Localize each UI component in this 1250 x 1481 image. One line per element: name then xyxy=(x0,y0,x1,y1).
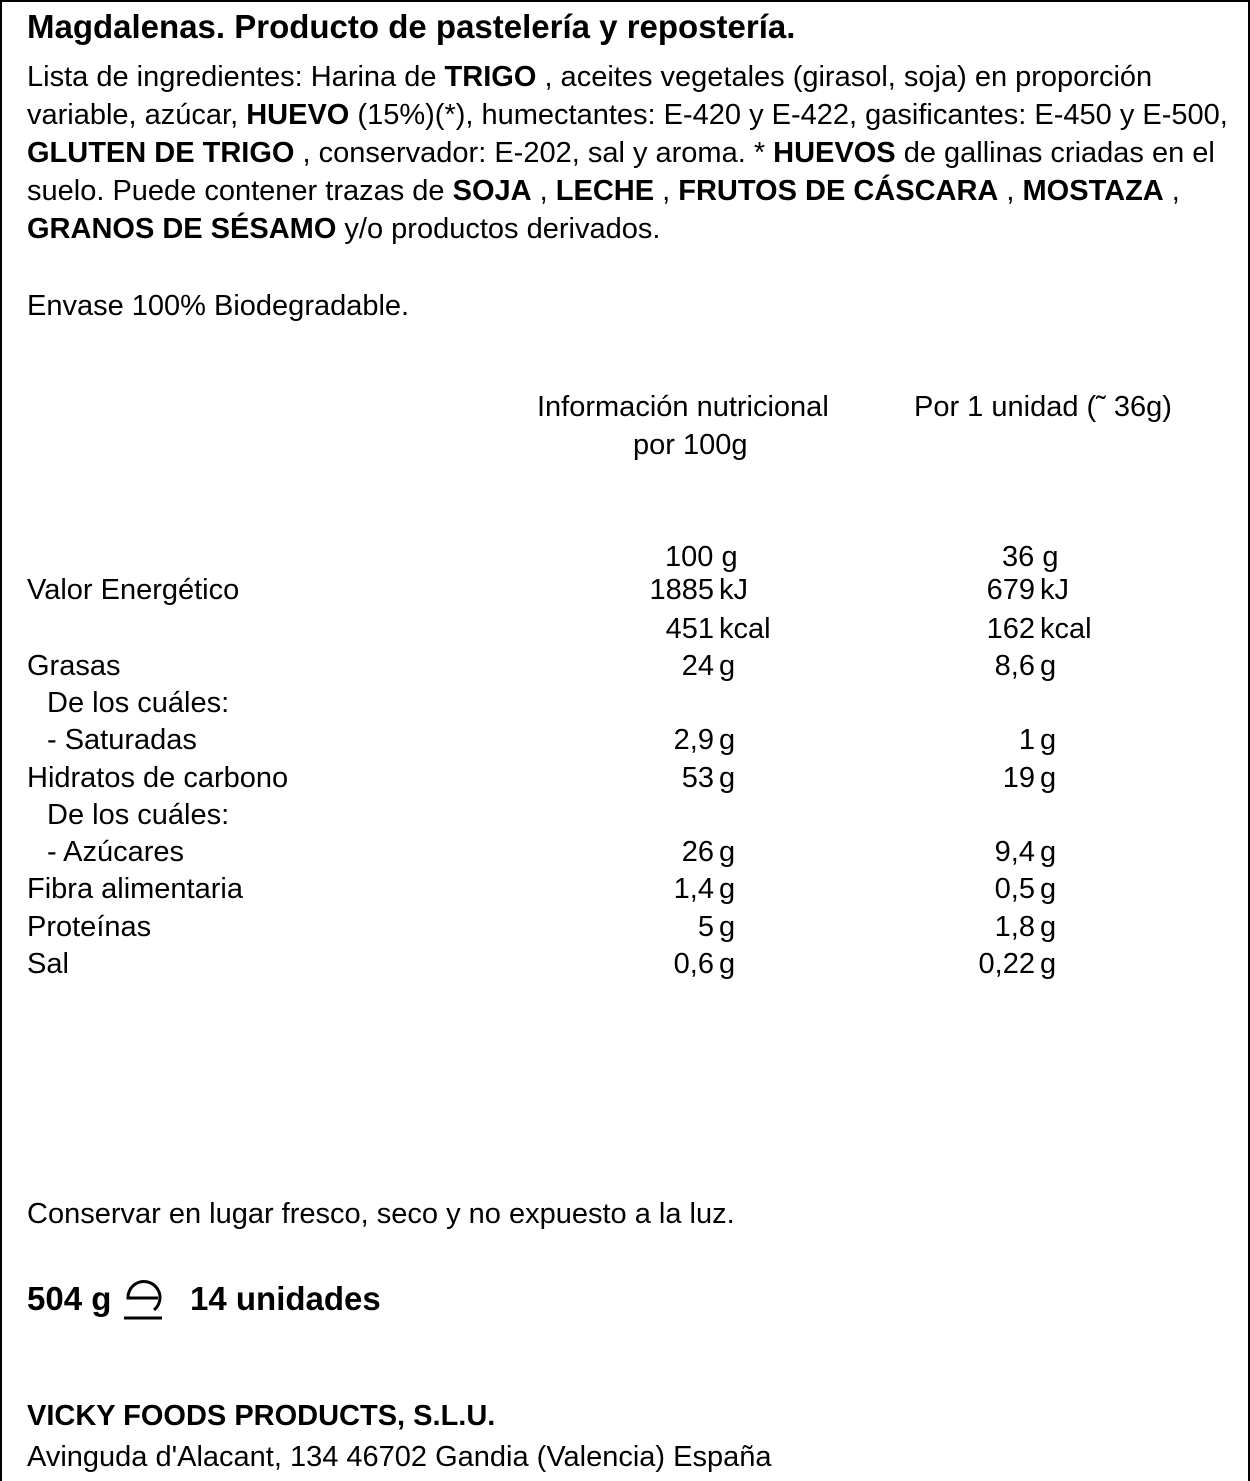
unit-per-unit: kcal xyxy=(1040,613,1092,645)
value-per-unit: 162 xyxy=(986,613,1035,645)
nutrition-base-100g: 100 g xyxy=(665,541,738,573)
value-per-100g: 5 xyxy=(697,911,714,943)
ingredient-text: , conservador: E-202, sal y aroma. * xyxy=(294,137,774,169)
value-per-100g: 0,6 xyxy=(673,948,714,980)
nutrient-label: Sal xyxy=(27,948,69,980)
unit-per-unit: g xyxy=(1040,650,1057,682)
value-per-unit: 19 xyxy=(1002,762,1035,794)
ingredient-text: , xyxy=(998,175,1023,207)
value-per-100g: 24 xyxy=(681,650,714,682)
ingredients-list xyxy=(27,58,1232,248)
nutrient-label: Proteínas xyxy=(27,911,152,943)
value-per-100g: 451 xyxy=(665,613,714,645)
allergen-text: HUEVOS xyxy=(773,137,896,169)
units-count: 14 unidades xyxy=(190,1280,381,1317)
ingredient-text: , xyxy=(531,175,556,207)
value-per-unit: 1 xyxy=(1018,724,1035,756)
value-per-100g: 53 xyxy=(681,762,714,794)
unit-per-unit: g xyxy=(1040,911,1057,943)
nutrient-label: Fibra alimentaria xyxy=(27,873,243,905)
allergen-text: TRIGO xyxy=(444,61,537,93)
unit-per-100g: g xyxy=(719,873,736,905)
allergen-text: FRUTOS DE CÁSCARA xyxy=(678,175,999,207)
net-weight: 504 g xyxy=(27,1280,112,1317)
allergen-text: MOSTAZA xyxy=(1022,175,1164,207)
nutrient-label: De los cuáles: xyxy=(47,687,230,719)
company-address: Avinguda d'Alacant, 134 46702 Gandia (Valencia) España xyxy=(27,1441,772,1473)
nutrition-header-unit: Por 1 unidad (˜ 36g) xyxy=(914,391,1172,423)
allergen-text: SOJA xyxy=(452,175,532,207)
unit-per-unit: g xyxy=(1040,836,1057,868)
nutrient-label: Hidratos de carbono xyxy=(27,762,289,794)
value-per-unit: 0,5 xyxy=(994,873,1035,905)
value-per-unit: 1,8 xyxy=(994,911,1035,943)
nutrient-label: - Saturadas xyxy=(47,724,197,756)
unit-per-100g: g xyxy=(719,650,736,682)
unit-per-unit: g xyxy=(1040,948,1057,980)
estimated-sign-icon xyxy=(122,1276,164,1320)
value-per-unit: 8,6 xyxy=(994,650,1035,682)
value-per-100g: 26 xyxy=(681,836,714,868)
packaging-note: Envase 100% Biodegradable. xyxy=(27,290,410,322)
unit-per-unit: kJ xyxy=(1040,574,1069,606)
value-per-100g: 1,4 xyxy=(673,873,714,905)
product-title: Magdalenas. Producto de pastelería y repostería. xyxy=(27,8,796,45)
unit-per-unit: g xyxy=(1040,724,1057,756)
unit-per-100g: g xyxy=(719,911,736,943)
ingredient-text: (15%)(*), humectantes: E-420 y E-422, gasificantes: E-450 y E-500, xyxy=(349,99,1228,131)
storage-note: Conservar en lugar fresco, seco y no expuesto a la luz. xyxy=(27,1198,735,1230)
nutrient-label: - Azúcares xyxy=(47,836,184,868)
nutrient-label: Grasas xyxy=(27,650,121,682)
company-name: VICKY FOODS PRODUCTS, S.L.U. xyxy=(27,1400,496,1432)
allergen-text: GLUTEN DE TRIGO xyxy=(27,137,295,169)
unit-per-100g: g xyxy=(719,724,736,756)
nutrient-label: De los cuáles: xyxy=(47,799,230,831)
unit-per-100g: kcal xyxy=(719,613,771,645)
nutrition-base-unit: 36 g xyxy=(1002,541,1059,573)
ingredient-text: y/o productos derivados. xyxy=(336,213,661,245)
nutrition-header-100g: Información nutricional xyxy=(537,391,829,423)
value-per-unit: 0,22 xyxy=(978,948,1035,980)
value-per-unit: 9,4 xyxy=(994,836,1035,868)
unit-per-unit: g xyxy=(1040,762,1057,794)
allergen-text: HUEVO xyxy=(246,99,350,131)
value-per-unit: 679 xyxy=(986,574,1035,606)
nutrient-label: Valor Energético xyxy=(27,574,240,606)
unit-per-100g: kJ xyxy=(719,574,748,606)
allergen-text: GRANOS DE SÉSAMO xyxy=(27,213,337,245)
unit-per-100g: g xyxy=(719,948,736,980)
value-per-100g: 1885 xyxy=(649,574,714,606)
unit-per-100g: g xyxy=(719,836,736,868)
ingredient-text: de gallinas criadas en el suelo. Puede contener trazas de xyxy=(27,137,1215,207)
ingredient-text: , aceites vegetales (girasol, soja) en proporción variable, azúcar, xyxy=(27,61,1153,131)
unit-per-unit: g xyxy=(1040,873,1057,905)
value-per-100g: 2,9 xyxy=(673,724,714,756)
ingredient-text: , xyxy=(654,175,679,207)
ingredient-text: Lista de ingredientes: Harina de xyxy=(27,61,445,93)
nutrition-header-100g-sub: por 100g xyxy=(633,429,748,461)
allergen-text: LECHE xyxy=(555,175,655,207)
ingredient-text: , xyxy=(1163,175,1180,207)
unit-per-100g: g xyxy=(719,762,736,794)
